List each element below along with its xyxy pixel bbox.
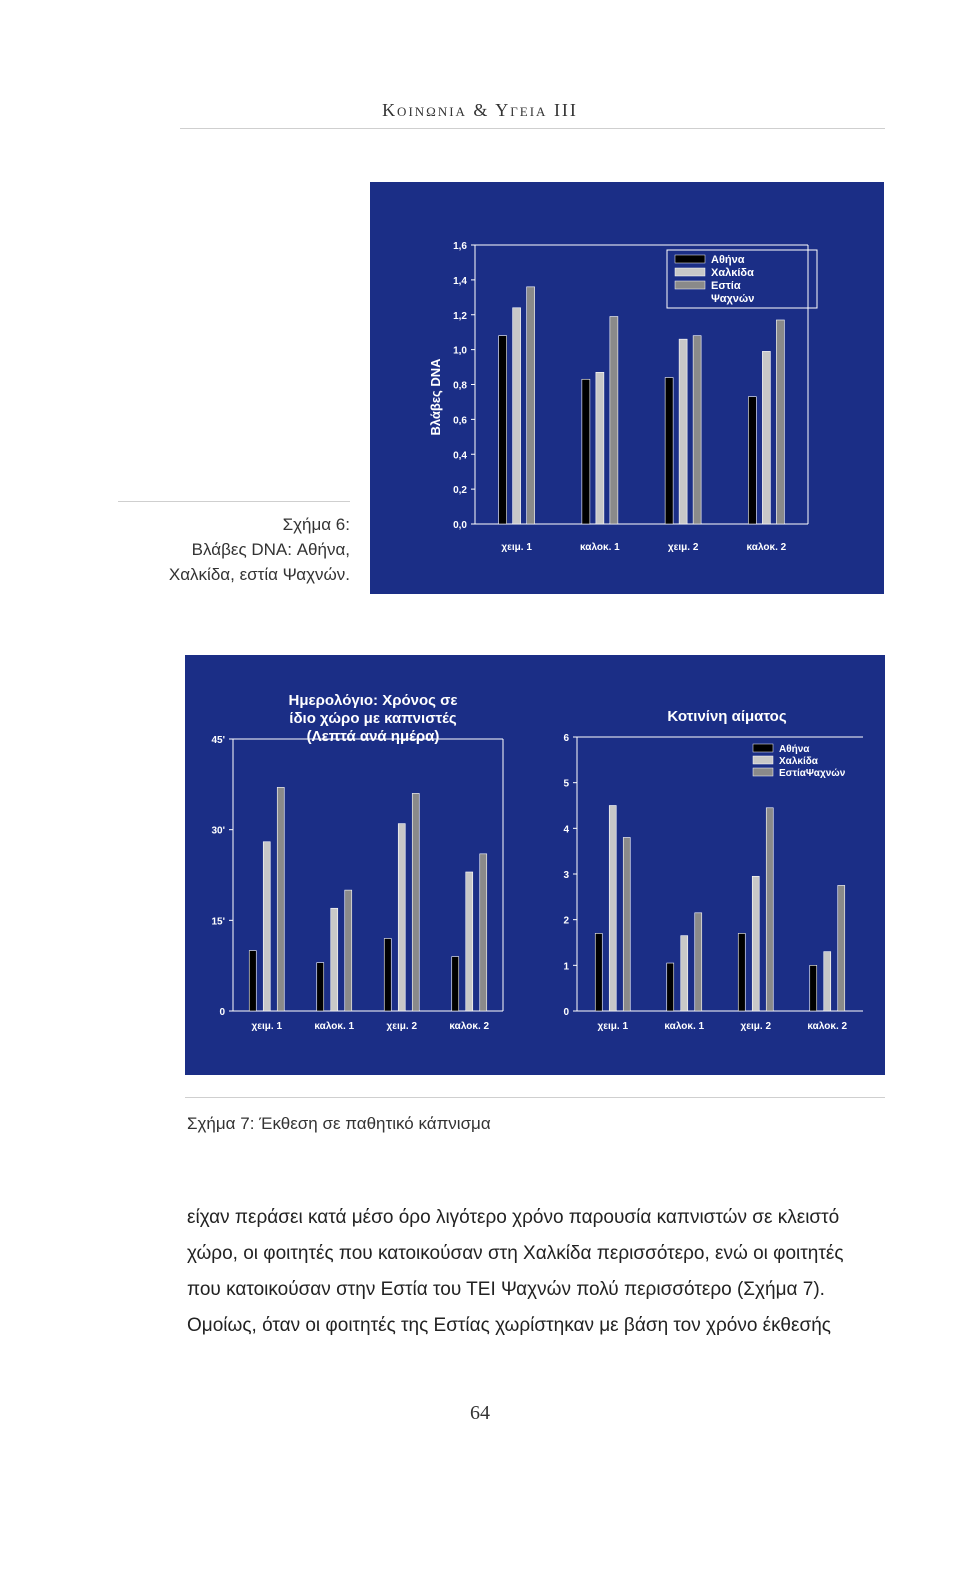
- bar: [480, 854, 487, 1011]
- bar: [695, 913, 702, 1011]
- x-tick-label: καλοκ. 1: [580, 542, 620, 553]
- body-line-2: χώρο, οι φοιτητές που κατοικούσαν στη Χαλκίδα περισσότερο, ενώ οι φοιτητές: [187, 1243, 844, 1264]
- x-tick-label: καλοκ. 2: [449, 1021, 490, 1032]
- y-tick-label: 45': [211, 735, 225, 746]
- bar: [738, 933, 745, 1011]
- legend-swatch: [675, 255, 705, 263]
- y-tick-label: 4: [563, 824, 569, 836]
- bar: [398, 824, 405, 1011]
- legend-swatch: [675, 281, 705, 289]
- figure-6-caption: [110, 512, 350, 587]
- y-tick-label: 0,8: [453, 380, 467, 392]
- figure-6-rule: [118, 501, 350, 502]
- bar: [748, 397, 756, 524]
- bar: [249, 951, 256, 1011]
- y-tick-label: 1,0: [453, 345, 467, 357]
- y-tick-label: 6: [563, 733, 569, 744]
- y-tick-label: 15': [211, 916, 225, 928]
- dna-damage-bar-chart: [370, 182, 884, 594]
- figure-7-caption: Σχήμα 7: Έκθεση σε παθητικό κάπνισμα: [187, 1114, 491, 1133]
- figure-6-caption-line-3: Χαλκίδα, εστία Ψαχνών.: [168, 565, 350, 584]
- bar: [263, 842, 270, 1011]
- bar: [609, 806, 616, 1012]
- legend-label: Χαλκίδα: [711, 267, 754, 279]
- body-line-4: Ομοίως, όταν οι φοιτητές της Εστίας χωρίστηκαν με βάση τον χρόνο έκθεσής: [187, 1315, 831, 1336]
- y-tick-label: 1,4: [453, 275, 467, 287]
- bar: [752, 876, 759, 1011]
- header-rule: [180, 128, 885, 129]
- bar: [513, 308, 521, 524]
- chart-title: Κοτινίνη αίματος: [667, 708, 787, 725]
- bar: [838, 885, 845, 1011]
- bar: [766, 808, 773, 1011]
- bar: [824, 952, 831, 1011]
- bar: [681, 936, 688, 1011]
- figure-7-rule: [185, 1097, 885, 1098]
- figure-7-chart: [185, 655, 885, 1075]
- bar: [527, 287, 535, 524]
- bar: [623, 837, 630, 1011]
- bar: [384, 938, 391, 1011]
- body-line-1: είχαν περάσει κατά μέσο όρο λιγότερο χρόνο παρουσία καπνιστών σε κλειστό: [187, 1207, 840, 1228]
- y-tick-label: 0: [563, 1007, 569, 1018]
- bar: [596, 372, 604, 524]
- bar: [667, 963, 674, 1011]
- y-tick-label: 1: [563, 961, 569, 973]
- x-tick-label: καλοκ. 1: [314, 1021, 355, 1032]
- bar: [345, 890, 352, 1011]
- body-line-3: που κατοικούσαν στην Εστία του ΤΕΙ Ψαχνών πολύ περισσότερο (Σχήμα 7).: [187, 1279, 825, 1300]
- legend-label: Εστία: [711, 280, 741, 292]
- bar: [331, 908, 338, 1011]
- bar: [679, 339, 687, 524]
- x-tick-label: καλοκ. 2: [807, 1021, 848, 1032]
- x-tick-label: χειμ. 2: [740, 1021, 772, 1032]
- bar: [776, 320, 784, 524]
- legend-label: Αθήνα: [779, 744, 810, 755]
- passive-smoking-charts: [185, 655, 885, 1075]
- x-tick-label: χειμ. 1: [251, 1021, 283, 1032]
- figure-6-chart: [370, 182, 884, 594]
- legend-label: ΕστίαΨαχνών: [779, 768, 846, 779]
- legend-swatch: [753, 756, 773, 764]
- x-tick-label: χειμ. 2: [386, 1021, 418, 1032]
- y-tick-label: 0,2: [453, 485, 467, 497]
- legend-label: Αθήνα: [711, 254, 745, 266]
- legend-swatch: [675, 268, 705, 276]
- chart-title-line: ίδιο χώρο με καπνιστές: [289, 710, 457, 727]
- bar: [810, 965, 817, 1011]
- legend-swatch: [753, 744, 773, 752]
- chart-title-line: Ημερολόγιο: Χρόνος σε: [288, 692, 458, 709]
- x-tick-label: χειμ. 1: [501, 542, 532, 553]
- x-tick-label: καλοκ. 1: [664, 1021, 705, 1032]
- bar: [277, 787, 284, 1011]
- y-tick-label: 0,0: [453, 520, 467, 531]
- y-axis-title: Βλάβες DNA: [428, 358, 443, 436]
- bar: [412, 793, 419, 1011]
- bar: [693, 336, 701, 524]
- y-tick-label: 5: [563, 778, 569, 790]
- bar: [466, 872, 473, 1011]
- body-paragraph: [187, 1200, 887, 1344]
- bar: [317, 963, 324, 1011]
- y-tick-label: 2: [563, 915, 569, 927]
- y-tick-label: 1,2: [453, 310, 467, 322]
- running-head: Κοινωνια & Υγεια III: [382, 100, 578, 120]
- chart-title-line: (Λεπτά ανά ημέρα): [306, 728, 440, 745]
- y-tick-label: 1,6: [453, 241, 467, 252]
- legend-swatch: [753, 768, 773, 776]
- legend-label: Χαλκίδα: [779, 756, 818, 767]
- x-tick-label: χειμ. 1: [597, 1021, 629, 1032]
- bar: [762, 351, 770, 524]
- y-tick-label: 3: [563, 870, 569, 881]
- x-tick-label: καλοκ. 2: [746, 542, 787, 553]
- bar: [452, 957, 459, 1011]
- bar: [582, 379, 590, 524]
- y-tick-label: 0,6: [453, 415, 467, 427]
- bar: [665, 378, 673, 524]
- figure-6-caption-line-2: Βλάβες DNA: Αθήνα,: [191, 540, 350, 559]
- bar: [499, 336, 507, 524]
- figure-6-caption-line-1: Σχήμα 6:: [282, 515, 350, 534]
- bar: [610, 316, 618, 524]
- y-tick-label: 0: [219, 1007, 225, 1018]
- bar: [595, 933, 602, 1011]
- legend-label: Ψαχνών: [711, 293, 755, 305]
- x-tick-label: χειμ. 2: [667, 542, 699, 553]
- y-tick-label: 30': [211, 825, 225, 837]
- page-number: 64: [470, 1402, 490, 1424]
- y-tick-label: 0,4: [453, 450, 467, 462]
